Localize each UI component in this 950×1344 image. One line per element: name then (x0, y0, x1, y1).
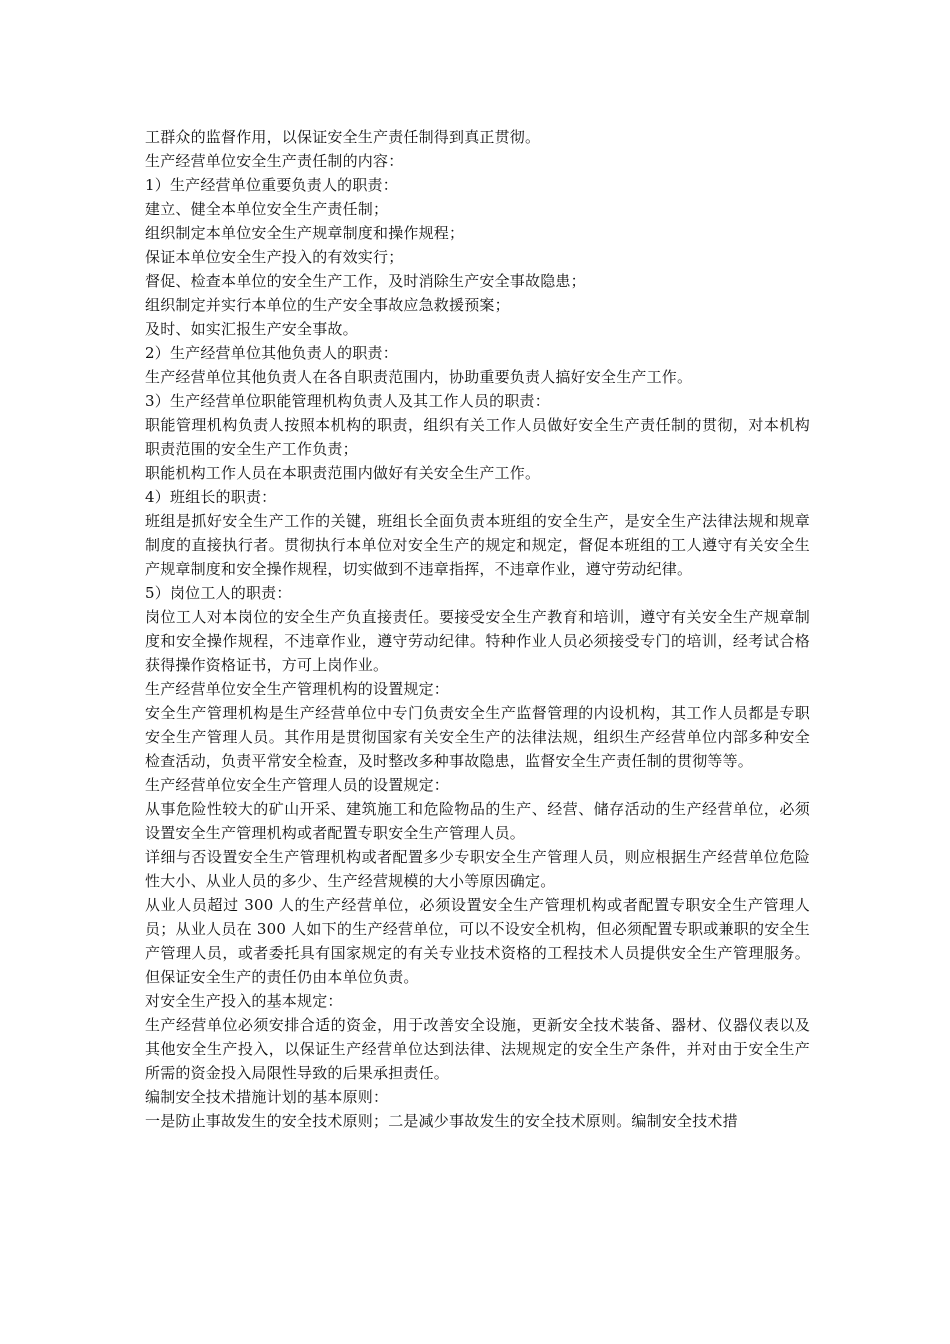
paragraph: 职能机构工作人员在本职责范围内做好有关安全生产工作。 (145, 464, 541, 482)
paragraph: 生产经营单位安全生产管理人员的设置规定： (145, 776, 450, 794)
paragraph: 岗位工人对本岗位的安全生产负直接责任。要接受安全生产教育和培训，遵守有关安全生产规章制度和安全操作规程，不违章作业，遵守劳动纪律。特种作业人员必须接受专门的培训，经考试合格获得操作资格证书，方可上岗作业。 (145, 608, 810, 674)
paragraph: 保证本单位安全生产投入的有效实行； (145, 248, 404, 266)
paragraph: 班组是抓好安全生产工作的关键，班组长全面负责本班组的安全生产，是安全生产法律法规和规章制度的直接执行者。贯彻执行本单位对安全生产的规定和规定，督促本班组的工人遵守有关安全生产规章制度和安全操作规程，切实做到不违章指挥，不违章作业，遵守劳动纪律。 (145, 512, 810, 578)
paragraph: 详细与否设置安全生产管理机构或者配置多少专职安全生产管理人员，则应根据生产经营单位危险性大小、从业人员的多少、生产经营规模的大小等原因确定。 (145, 848, 810, 890)
paragraph: 组织制定本单位安全生产规章制度和操作规程； (145, 224, 465, 242)
paragraph: 从业人员超过 300 人的生产经营单位，必须设置安全生产管理机构或者配置专职安全生产管理人员；从业人员在 300 人如下的生产经营单位，可以不设安全机构，但必须配置专职或兼职的安全生产管理人员，或者委托具有国家规定的有关专业技术资格的工程技术人员提供安全生产管理服务。但保证安全生产的责任仍由本单位负责。 (145, 896, 810, 986)
paragraph: 对安全生产投入的基本规定： (145, 992, 343, 1010)
paragraph: 组织制定并实行本单位的生产安全事故应急救援预案； (145, 296, 510, 314)
paragraph: 督促、检查本单位的安全生产工作，及时消除生产安全事故隐患； (145, 272, 586, 290)
paragraph: 职能管理机构负责人按照本机构的职责，组织有关工作人员做好安全生产责任制的贯彻，对本机构职责范围的安全生产工作负责； (145, 416, 810, 458)
paragraph: 及时、如实汇报生产安全事故。 (145, 320, 358, 338)
paragraph: 4）班组长的职责： (145, 488, 277, 506)
paragraph: 工群众的监督作用，以保证安全生产责任制得到真正贯彻。 (145, 128, 541, 146)
paragraph: 建立、健全本单位安全生产责任制； (145, 200, 389, 218)
paragraph: 从事危险性较大的矿山开采、建筑施工和危险物品的生产、经营、储存活动的生产经营单位，必须设置安全生产管理机构或者配置专职安全生产管理人员。 (145, 800, 810, 842)
paragraph: 一是防止事故发生的安全技术原则；二是减少事故发生的安全技术原则。编制安全技术措 (145, 1112, 738, 1130)
paragraph: 生产经营单位其他负责人在各自职责范围内，协助重要负责人搞好安全生产工作。 (145, 368, 693, 386)
paragraph: 编制安全技术措施计划的基本原则： (145, 1088, 389, 1106)
paragraph: 3）生产经营单位职能管理机构负责人及其工作人员的职责： (145, 392, 550, 410)
paragraph: 5）岗位工人的职责： (145, 584, 292, 602)
paragraph: 生产经营单位必须安排合适的资金，用于改善安全设施，更新安全技术装备、器材、仪器仪表以及其他安全生产投入，以保证生产经营单位达到法律、法规规定的安全生产条件，并对由于安全生产所需的资金投入局限性导致的后果承担责任。 (145, 1016, 810, 1082)
paragraph: 生产经营单位安全生产管理机构的设置规定： (145, 680, 450, 698)
paragraph: 安全生产管理机构是生产经营单位中专门负责安全生产监督管理的内设机构，其工作人员都是专职安全生产管理人员。其作用是贯彻国家有关安全生产的法律法规，组织生产经营单位内部多种安全检查活动，负责平常安全检查，及时整改多种事故隐患，监督安全生产责任制的贯彻等等。 (145, 704, 810, 770)
paragraph: 生产经营单位安全生产责任制的内容： (145, 152, 404, 170)
paragraph: 2）生产经营单位其他负责人的职责： (145, 344, 398, 362)
paragraph: 1）生产经营单位重要负责人的职责： (145, 176, 398, 194)
